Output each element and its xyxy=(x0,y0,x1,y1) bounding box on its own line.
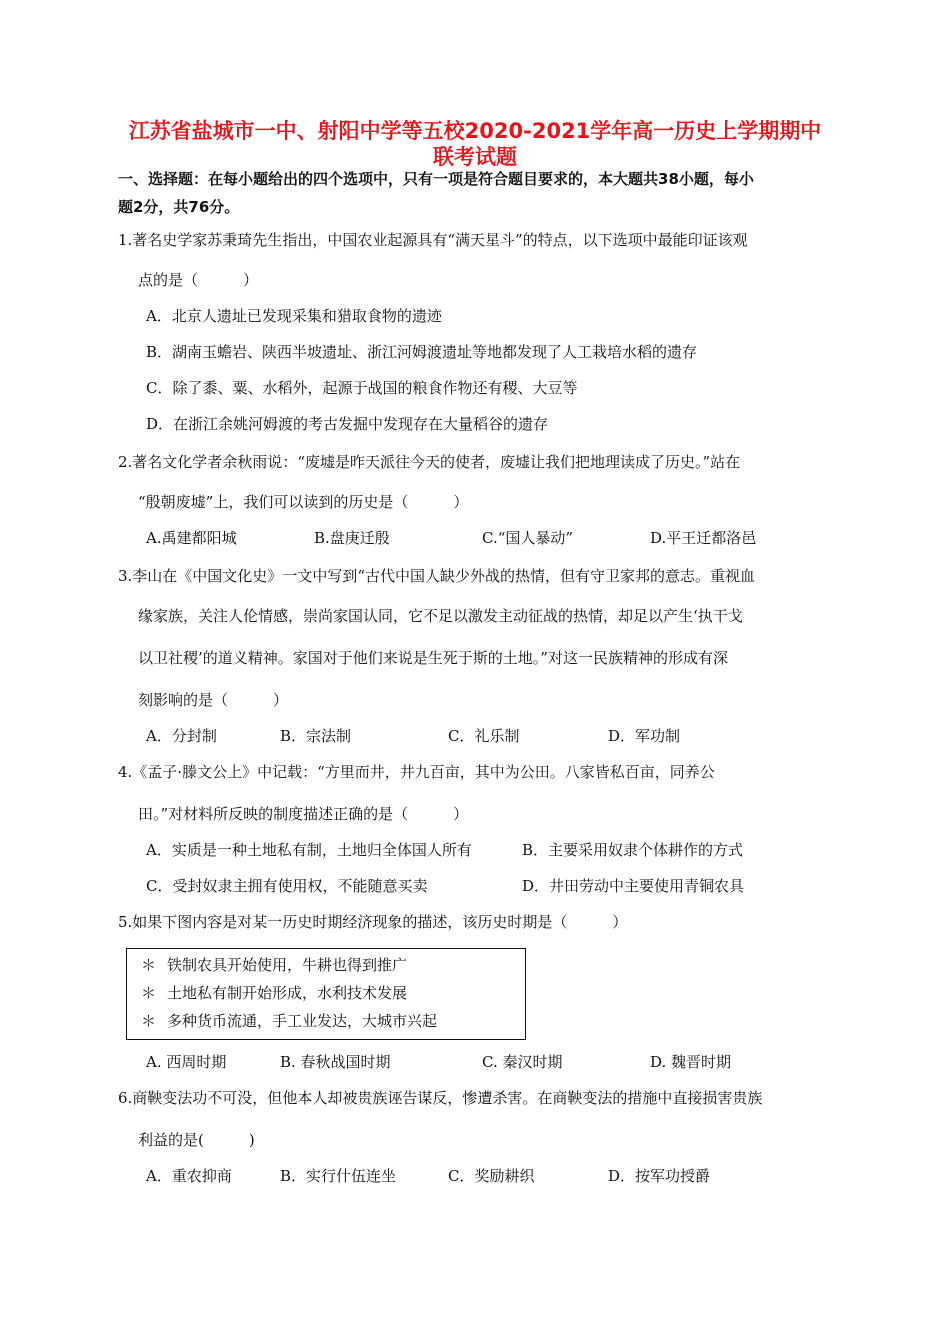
q3-option-c[interactable]: C．礼乐制 xyxy=(448,727,520,745)
q1-stem-line-2: 点的是（ ） xyxy=(138,271,259,289)
q6-option-b[interactable]: B．实行什伍连坐 xyxy=(280,1167,397,1185)
q6-option-a[interactable]: A．重农抑商 xyxy=(146,1167,232,1185)
q6-stem-line-2: 利益的是( ) xyxy=(138,1131,255,1149)
q5-figure-box xyxy=(126,948,526,1040)
q2-option-a[interactable]: A.禹建都阳城 xyxy=(146,529,237,547)
q5-box-item-1: ＊ 铁制农具开始使用，牛耕也得到推广 xyxy=(141,956,408,974)
q4-option-b[interactable]: B．主要采用奴隶个体耕作的方式 xyxy=(522,841,744,859)
q1-option-d[interactable]: D．在浙江余姚河姆渡的考古发掘中发现存在大量稻谷的遗存 xyxy=(146,415,549,433)
title-line-2: 联考试题 xyxy=(433,145,517,169)
q5-stem-line-1: 5.如果下图内容是对某一历史时期经济现象的描述，该历史时期是（ ） xyxy=(118,913,628,931)
q4-stem-line-2: 田。”对材料所反映的制度描述正确的是（ ） xyxy=(138,805,469,823)
q4-stem-line-1: 4.《孟子·滕文公上》中记载：“方里而井，井九百亩，其中为公田。八家皆私百亩，同养公 xyxy=(118,763,715,781)
q1-option-b[interactable]: B．湖南玉蟾岩、陕西半坡遗址、浙江河姆渡遗址等地都发现了人工栽培水稻的遗存 xyxy=(146,343,698,361)
star-bullet-icon: ＊ xyxy=(141,1012,157,1030)
q3-stem-line-1: 3.李山在《中国文化史》一文中写到“古代中国人缺少外战的热情，但有守卫家邦的意志。重视血 xyxy=(118,567,755,585)
q6-option-c[interactable]: C．奖励耕织 xyxy=(448,1167,535,1185)
q3-stem-line-4: 刻影响的是（ ） xyxy=(138,691,289,709)
q2-option-d[interactable]: D.平王迁都洛邑 xyxy=(650,529,757,547)
q3-option-b[interactable]: B．宗法制 xyxy=(280,727,352,745)
section-instructions-line-1: 一、选择题：在每小题给出的四个选项中，只有一项是符合题目要求的，本大题共38小题，每小 xyxy=(118,170,754,188)
q5-option-c[interactable]: C. 秦汉时期 xyxy=(482,1053,563,1071)
q5-option-a[interactable]: A. 西周时期 xyxy=(146,1053,227,1071)
star-bullet-icon: ＊ xyxy=(141,956,157,974)
q5-box-item-2: ＊ 土地私有制开始形成，水利技术发展 xyxy=(141,984,408,1002)
section-instructions-line-2: 题2分，共76分。 xyxy=(118,198,240,216)
q4-option-d[interactable]: D．井田劳动中主要使用青铜农具 xyxy=(522,877,745,895)
q3-option-d[interactable]: D．军功制 xyxy=(608,727,681,745)
star-bullet-icon: ＊ xyxy=(141,984,157,1002)
q1-option-c[interactable]: C．除了黍、粟、水稻外，起源于战国的粮食作物还有稷、大豆等 xyxy=(146,379,578,397)
q1-stem-line-1: 1.著名史学家苏秉琦先生指出，中国农业起源具有“满天星斗”的特点，以下选项中最能印证该观 xyxy=(118,231,748,249)
q5-option-d[interactable]: D. 魏晋时期 xyxy=(650,1053,732,1071)
q1-option-a[interactable]: A．北京人遗址已发现采集和猎取食物的遗迹 xyxy=(146,307,442,325)
q4-option-c[interactable]: C．受封奴隶主拥有使用权，不能随意买卖 xyxy=(146,877,428,895)
q3-stem-line-3: 以卫社稷’的道义精神。家国对于他们来说是生死于斯的土地。”对这一民族精神的形成有深 xyxy=(138,649,728,667)
q3-option-a[interactable]: A．分封制 xyxy=(146,727,217,745)
q2-option-b[interactable]: B.盘庚迁殷 xyxy=(314,529,390,547)
q5-option-b[interactable]: B. 春秋战国时期 xyxy=(280,1053,391,1071)
q6-option-d[interactable]: D．按军功授爵 xyxy=(608,1167,711,1185)
title-line-1: 江苏省盐城市一中、射阳中学等五校2020-2021学年高一历史上学期期中 xyxy=(128,119,822,143)
q2-stem-line-1: 2.著名文化学者余秋雨说：“废墟是昨天派往今天的使者，废墟让我们把地理读成了历史。”站在 xyxy=(118,453,741,471)
q6-stem-line-1: 6.商鞅变法功不可没，但他本人却被贵族诬告谋反，惨遭杀害。在商鞅变法的措施中直接损害贵族 xyxy=(118,1089,763,1107)
q2-stem-line-2: “殷朝废墟”上，我们可以读到的历史是（ ） xyxy=(138,493,469,511)
q2-option-c[interactable]: C.“国人暴动” xyxy=(482,529,574,547)
q4-option-a[interactable]: A．实质是一种土地私有制，土地归全体国人所有 xyxy=(146,841,472,859)
q3-stem-line-2: 缘家族，关注人伦情感，崇尚家国认同，它不足以激发主动征战的热情，却足以产生‘执干戈 xyxy=(138,607,743,625)
q5-box-item-3: ＊ 多种货币流通，手工业发达，大城市兴起 xyxy=(141,1012,438,1030)
